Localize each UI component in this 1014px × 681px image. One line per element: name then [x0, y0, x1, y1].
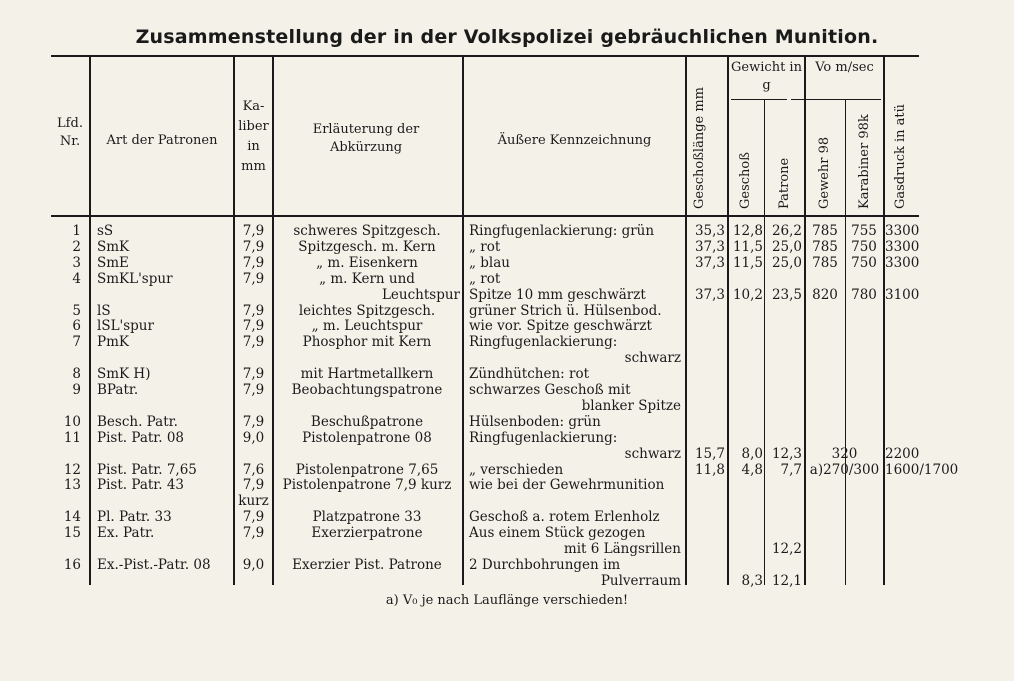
cell-pat: 25,0: [771, 238, 802, 255]
cell-ken: Pulverraum: [600, 572, 681, 589]
cell-ken: Ringfugenlackierung:: [469, 429, 618, 446]
cell-gesch: 11,5: [732, 254, 763, 271]
cell-ken: „ verschieden: [469, 461, 564, 478]
cell-gas: 3300: [885, 238, 920, 255]
cell-kal: 7,9: [242, 509, 265, 526]
cell-len: 37,3: [694, 238, 725, 255]
cell-kal: 9,0: [242, 556, 265, 573]
cell-kal: 7,9: [242, 318, 265, 335]
cell-kal: 7,9: [242, 334, 265, 351]
cell-erl: Exerzierpatrone: [311, 525, 423, 542]
cell-pat: 26,2: [771, 223, 802, 239]
cell-ken: schwarz: [624, 445, 681, 462]
cell-ken: Ringfugenlackierung:: [469, 334, 618, 351]
cell-kal: 7,9: [242, 382, 265, 398]
cell-erl: leichtes Spitzgesch.: [298, 302, 436, 319]
cell-kal: 7,9: [242, 366, 265, 383]
cell-art: SmKL'spur: [97, 270, 173, 287]
cell-gesch: 11,5: [732, 238, 763, 255]
cell-kal: 7,9: [242, 302, 265, 319]
cell-kal: 7,9: [242, 270, 265, 287]
col-divider: [883, 55, 885, 585]
cell-art: Pist. Patr. 43: [97, 477, 185, 494]
cell-erl: „ m. Kern und: [319, 270, 415, 287]
cell-ken: „ blau: [469, 254, 510, 271]
cell-art: PmK: [97, 334, 129, 351]
cell-kal: 9,0: [242, 429, 265, 446]
header-kaliber: Ka- liber in mm: [238, 99, 269, 174]
cell-kal: 7,9: [242, 525, 265, 542]
cell-gas: 2200: [885, 445, 920, 462]
cell-pat: 25,0: [771, 254, 802, 271]
footnote: a) V₀ je nach Lauflänge verschieden!: [385, 593, 629, 608]
col-divider: [764, 99, 765, 585]
cell-erl: „ m. Eisenkern: [316, 254, 418, 271]
cell-erl: mit Hartmetallkern: [300, 366, 434, 383]
cell-nr: 5: [72, 302, 81, 319]
cell-kal: 7,9: [242, 413, 265, 430]
cell-nr: 2: [72, 238, 81, 255]
col-divider: [845, 99, 846, 585]
cell-erl: Exerzier Pist. Patrone: [292, 556, 442, 573]
header-erlaeuterung: Erläuterung der Abkürzung: [312, 122, 420, 155]
cell-kal: 7,9: [242, 238, 265, 255]
cell-ken: wie bei der Gewehrmunition: [469, 477, 665, 494]
cell-kal: kurz: [238, 493, 269, 510]
cell-art: BPatr.: [97, 382, 139, 398]
cell-gew: 785: [812, 238, 838, 255]
cell-gesch: 8,0: [741, 445, 763, 462]
cell-kal: 7,9: [242, 223, 265, 239]
cell-ken: Zündhütchen: rot: [469, 366, 590, 383]
cell-len: 37,3: [694, 286, 725, 303]
cell-erl: Platzpatrone 33: [312, 509, 422, 526]
cell-gesch: 8,3: [741, 572, 763, 589]
cell-kar: 780: [851, 286, 877, 303]
cell-ken: Hülsenboden: grün: [469, 413, 601, 430]
cell-nr: 14: [63, 509, 81, 526]
cell-erl: „ m. Leuchtspur: [311, 318, 423, 335]
cell-ken: schwarzes Geschoß mit: [469, 382, 631, 398]
cell-art: Besch. Patr.: [97, 413, 178, 430]
cell-art: Pist. Patr. 08: [97, 429, 185, 446]
cell-art: lS: [97, 302, 111, 319]
header-gewehr: Gewehr 98: [817, 136, 832, 209]
header-gasdruck: Gasdruck in atü: [893, 103, 908, 209]
cell-gas: 3300: [885, 254, 920, 271]
header-kennzeichnung: Äußere Kennzeichnung: [497, 133, 652, 148]
header-geschosslaenge: Geschoßlänge mm: [692, 87, 707, 209]
cell-kar: 750: [851, 238, 877, 255]
header-bottom-rule: [51, 215, 919, 217]
cell-art: SmE: [97, 254, 129, 271]
page-title: Zusammenstellung der in der Volkspolizei gebräuchlichen Munition.: [135, 26, 879, 48]
cell-nr: 10: [63, 413, 81, 430]
cell-gas: 3300: [885, 223, 920, 239]
cell-ken: mit 6 Längsrillen: [563, 541, 681, 557]
cell-kal: 7,9: [242, 477, 265, 494]
cell-ken: „ rot: [469, 270, 501, 287]
cell-nr: 3: [72, 254, 81, 271]
cell-pat: 12,1: [771, 572, 802, 589]
cell-ken: Geschoß a. rotem Erlenholz: [469, 509, 660, 526]
cell-nr: 8: [72, 366, 81, 383]
cell-ken: wie vor. Spitze geschwärzt: [469, 318, 652, 335]
cell-erl: schweres Spitzgesch.: [293, 223, 441, 239]
header-art: Art der Patronen: [106, 133, 218, 148]
cell-nr: 11: [63, 429, 81, 446]
col-divider: [685, 55, 687, 585]
cell-pat: 23,5: [771, 286, 802, 303]
header-lfd: Lfd. Nr.: [57, 116, 83, 149]
cell-ken: grüner Strich ü. Hülsenbod.: [469, 302, 662, 319]
header-karabiner: Karabiner 98k: [857, 114, 872, 209]
cell-nr: 15: [63, 525, 81, 542]
munition-table: [51, 55, 959, 589]
cell-erl: Beobachtungspatrone: [291, 382, 443, 398]
header-vo: Vo m/sec: [815, 60, 874, 75]
cell-gesch: 10,2: [732, 286, 763, 303]
cell-art: Ex.-Pist.-Patr. 08: [97, 556, 211, 573]
cell-erl: Pistolenpatrone 7,9 kurz: [282, 477, 452, 494]
cell-kar: 750: [851, 254, 877, 271]
cell-art: lSL'spur: [97, 318, 154, 335]
cell-nr: 1: [72, 223, 81, 239]
cell-ken: schwarz: [624, 350, 681, 367]
cell-ken: 2 Durchbohrungen im: [469, 556, 621, 573]
cell-art: Ex. Patr.: [97, 525, 155, 542]
cell-nr: 16: [63, 556, 81, 573]
cell-gew: 820: [812, 286, 838, 303]
cell-nr: 4: [72, 270, 81, 287]
cell-ken: blanker Spitze: [581, 397, 681, 414]
cell-nr: 9: [72, 382, 81, 398]
cell-ken: Aus einem Stück gezogen: [469, 525, 646, 542]
cell-gew: 785: [812, 254, 838, 271]
cell-art: sS: [97, 223, 114, 239]
cell-art: Pl. Patr. 33: [97, 509, 172, 526]
cell-len: 11,8: [694, 461, 725, 478]
gewicht-sub-rule: [731, 99, 787, 100]
cell-ken: Spitze 10 mm geschwärzt: [469, 286, 646, 303]
col-divider: [727, 55, 729, 585]
col-divider: [804, 55, 806, 585]
cell-gesch: 12,8: [732, 223, 763, 239]
table-top-rule: [51, 55, 919, 57]
cell-pat: 12,2: [771, 541, 802, 557]
cell-vo: 320: [831, 445, 858, 462]
cell-nr: 13: [63, 477, 81, 494]
cell-gas: 3100: [885, 286, 920, 303]
cell-nr: 6: [72, 318, 81, 335]
cell-art: SmK H): [97, 366, 151, 383]
cell-vo: a)270/300: [809, 461, 880, 478]
cell-kal: 7,9: [242, 254, 265, 271]
cell-ken: Ringfugenlackierung: grün: [469, 223, 655, 239]
cell-ken: „ rot: [469, 238, 501, 255]
header-geschoss: Geschoß: [738, 152, 753, 209]
cell-erl: Phosphor mit Kern: [302, 334, 432, 351]
header-gewicht: Gewicht in g: [731, 60, 802, 93]
cell-pat: 12,3: [771, 445, 802, 462]
cell-erl: Spitzgesch. m. Kern: [298, 238, 436, 255]
cell-erl: Pistolenpatrone 7,65: [295, 461, 439, 478]
cell-len: 15,7: [694, 445, 725, 462]
cell-erl: Beschußpatrone: [310, 413, 424, 430]
cell-gas: 1600/1700: [885, 461, 959, 478]
cell-len: 35,3: [694, 223, 725, 239]
cell-pat: 7,7: [780, 461, 802, 478]
header-patrone: Patrone: [777, 157, 792, 209]
cell-kal: 7,6: [242, 461, 265, 478]
cell-nr: 7: [72, 334, 81, 351]
cell-erl: Pistolenpatrone 08: [302, 429, 432, 446]
cell-nr: 12: [63, 461, 81, 478]
cell-kar: 755: [851, 223, 877, 239]
cell-art: Pist. Patr. 7,65: [97, 461, 197, 478]
cell-erl: Leuchtspur: [381, 286, 460, 303]
cell-art: SmK: [97, 238, 130, 255]
cell-gew: 785: [812, 223, 838, 239]
cell-len: 37,3: [694, 254, 725, 271]
cell-gesch: 4,8: [741, 461, 763, 478]
